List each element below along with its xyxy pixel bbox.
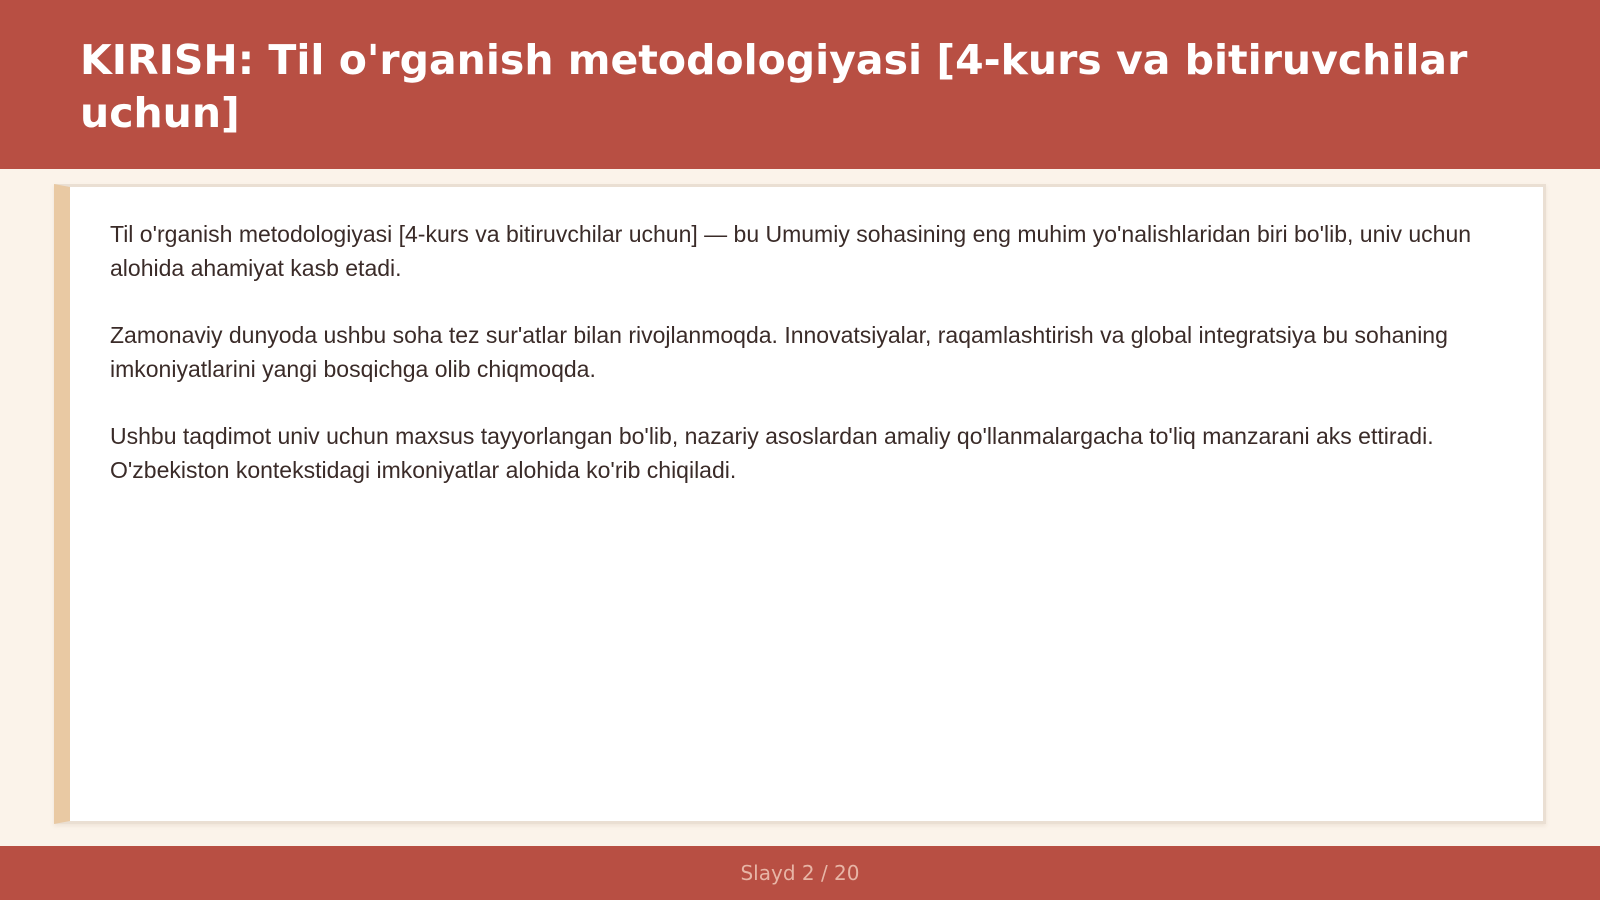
intro-paragraph: Til o'rganish metodologiyasi [4-kurs va bitiruvchilar uchun] — bu Umumiy sohasining eng muhim yo'nalishlaridan biri bo'lib, univ uchun alohida ahamiyat kasb etadi. [110,221,1472,281]
content-card [54,184,1546,824]
slide-footer [0,846,1600,900]
presentation-purpose-paragraph: Ushbu taqdimot univ uchun maxsus tayyorlangan bo'lib, nazariy asoslardan amaliy qo'llanmalargacha to'liq manzarani aks ettiradi. O'zbekiston kontekstidagi imkoniyatlar alohida ko'rib chiqiladi. [110,423,1434,483]
slide-header [0,0,1600,169]
slide-title: KIRISH: Til o'rganish metodologiyasi [4-kurs va bitiruvchilar uchun] [80,36,1468,137]
slide-counter: Slayd 2 / 20 [740,861,860,885]
modern-world-paragraph: Zamonaviy dunyoda ushbu soha tez sur'atlar bilan rivojlanmoqda. Innovatsiyalar, raqamlashtirish va global integratsiya bu sohaning imkoniyatlarini yangi bosqichga olib chiqmoqda. [110,322,1448,382]
